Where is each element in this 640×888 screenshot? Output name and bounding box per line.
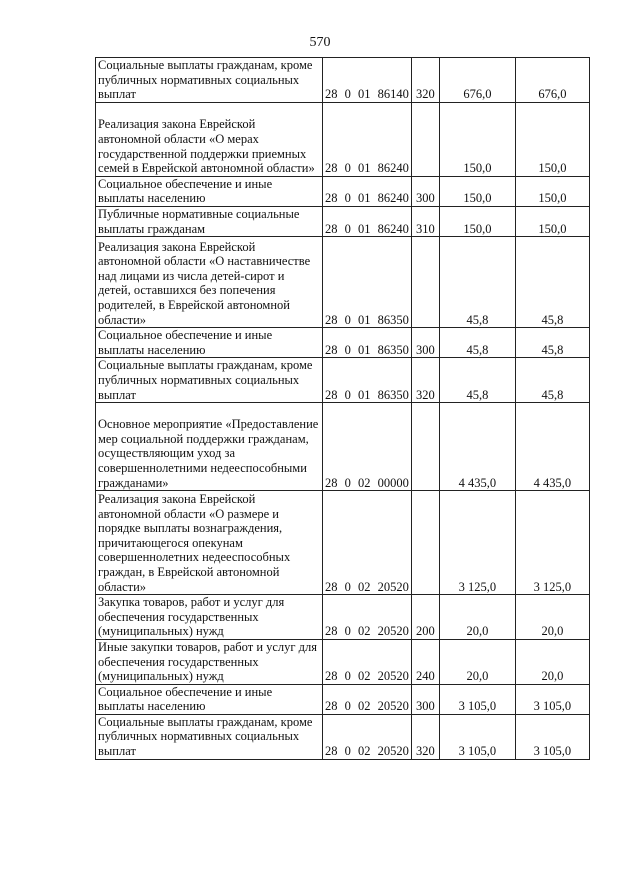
row-expense-type <box>411 403 439 491</box>
table-row <box>96 176 590 206</box>
row-description: Социальные выплаты гражданам, кроме публичных нормативных социальных выплат <box>96 714 323 759</box>
row-expense-type: 300 <box>411 328 439 358</box>
row-description: Социальное обеспечение и иные выплаты населению <box>96 328 323 358</box>
budget-table <box>95 57 590 760</box>
row-expense-type: 200 <box>411 595 439 640</box>
row-description: Реализация закона Еврейской автономной области «О наставничестве над лицами из числа детей-сирот и детей, оставшихся без попечения родителей, в Еврейской автономной области» <box>96 237 323 328</box>
row-description: Публичные нормативные социальные выплаты гражданам <box>96 206 323 236</box>
table-row <box>96 58 590 103</box>
row-sum-year-2: 45,8 <box>515 237 589 328</box>
row-sum-year-1: 45,8 <box>439 328 515 358</box>
table-row <box>96 358 590 403</box>
table-row <box>96 595 590 640</box>
row-sum-year-2: 150,0 <box>515 102 589 176</box>
row-sum-year-1: 4 435,0 <box>439 403 515 491</box>
row-expense-type: 320 <box>411 358 439 403</box>
row-sum-year-1: 45,8 <box>439 358 515 403</box>
row-expense-type <box>411 491 439 595</box>
row-sum-year-1: 3 105,0 <box>439 714 515 759</box>
row-sum-year-1: 45,8 <box>439 237 515 328</box>
row-target-code: 28 0 01 86240 <box>323 102 412 176</box>
row-expense-type: 300 <box>411 684 439 714</box>
row-description: Социальное обеспечение и иные выплаты населению <box>96 684 323 714</box>
row-description: Реализация закона Еврейской автономной области «О размере и порядке выплаты вознаграждения, причитающегося опекунам совершеннолетних недееспособных граждан, в Еврейской автономной области» <box>96 491 323 595</box>
table-row <box>96 714 590 759</box>
row-sum-year-2: 150,0 <box>515 176 589 206</box>
row-expense-type: 320 <box>411 58 439 103</box>
table-row <box>96 237 590 328</box>
row-sum-year-1: 676,0 <box>439 58 515 103</box>
row-target-code: 28 0 01 86350 <box>323 237 412 328</box>
table-row <box>96 491 590 595</box>
row-target-code: 28 0 02 20520 <box>323 491 412 595</box>
row-sum-year-2: 45,8 <box>515 358 589 403</box>
table-row <box>96 403 590 491</box>
row-description: Социальные выплаты гражданам, кроме публичных нормативных социальных выплат <box>96 358 323 403</box>
row-description: Социальное обеспечение и иные выплаты населению <box>96 176 323 206</box>
row-sum-year-2: 150,0 <box>515 206 589 236</box>
row-sum-year-1: 3 105,0 <box>439 684 515 714</box>
row-sum-year-2: 3 125,0 <box>515 491 589 595</box>
page-number: 570 <box>309 35 331 50</box>
row-sum-year-2: 20,0 <box>515 595 589 640</box>
row-sum-year-2: 3 105,0 <box>515 684 589 714</box>
row-sum-year-1: 20,0 <box>439 595 515 640</box>
budget-table-body <box>96 58 590 760</box>
row-description: Закупка товаров, работ и услуг для обеспечения государственных (муниципальных) нужд <box>96 595 323 640</box>
row-expense-type <box>411 102 439 176</box>
row-target-code: 28 0 01 86240 <box>323 176 412 206</box>
row-target-code: 28 0 01 86350 <box>323 358 412 403</box>
row-sum-year-1: 150,0 <box>439 176 515 206</box>
row-target-code: 28 0 02 20520 <box>323 595 412 640</box>
row-target-code: 28 0 01 86350 <box>323 328 412 358</box>
row-sum-year-1: 20,0 <box>439 639 515 684</box>
row-sum-year-2: 45,8 <box>515 328 589 358</box>
row-target-code: 28 0 02 20520 <box>323 639 412 684</box>
row-description: Социальные выплаты гражданам, кроме публичных нормативных социальных выплат <box>96 58 323 103</box>
row-expense-type: 320 <box>411 714 439 759</box>
table-row <box>96 102 590 176</box>
row-sum-year-1: 3 125,0 <box>439 491 515 595</box>
table-row <box>96 206 590 236</box>
row-expense-type: 300 <box>411 176 439 206</box>
table-row <box>96 328 590 358</box>
row-sum-year-2: 4 435,0 <box>515 403 589 491</box>
row-target-code: 28 0 02 00000 <box>323 403 412 491</box>
table-row <box>96 639 590 684</box>
row-sum-year-2: 3 105,0 <box>515 714 589 759</box>
table-row <box>96 684 590 714</box>
row-target-code: 28 0 01 86240 <box>323 206 412 236</box>
row-sum-year-2: 20,0 <box>515 639 589 684</box>
row-description: Реализация закона Еврейской автономной области «О мерах государственной поддержки приемных семей в Еврейской автономной области» <box>96 102 323 176</box>
row-target-code: 28 0 02 20520 <box>323 714 412 759</box>
row-target-code: 28 0 01 86140 <box>323 58 412 103</box>
row-sum-year-1: 150,0 <box>439 206 515 236</box>
row-expense-type: 240 <box>411 639 439 684</box>
row-expense-type <box>411 237 439 328</box>
row-target-code: 28 0 02 20520 <box>323 684 412 714</box>
row-expense-type: 310 <box>411 206 439 236</box>
row-description: Основное мероприятие «Предоставление мер социальной поддержки гражданам, осуществляющим уход за совершеннолетними недееспособными гражданами» <box>96 403 323 491</box>
row-description: Иные закупки товаров, работ и услуг для обеспечения государственных (муниципальных) нужд <box>96 639 323 684</box>
row-sum-year-1: 150,0 <box>439 102 515 176</box>
row-sum-year-2: 676,0 <box>515 58 589 103</box>
